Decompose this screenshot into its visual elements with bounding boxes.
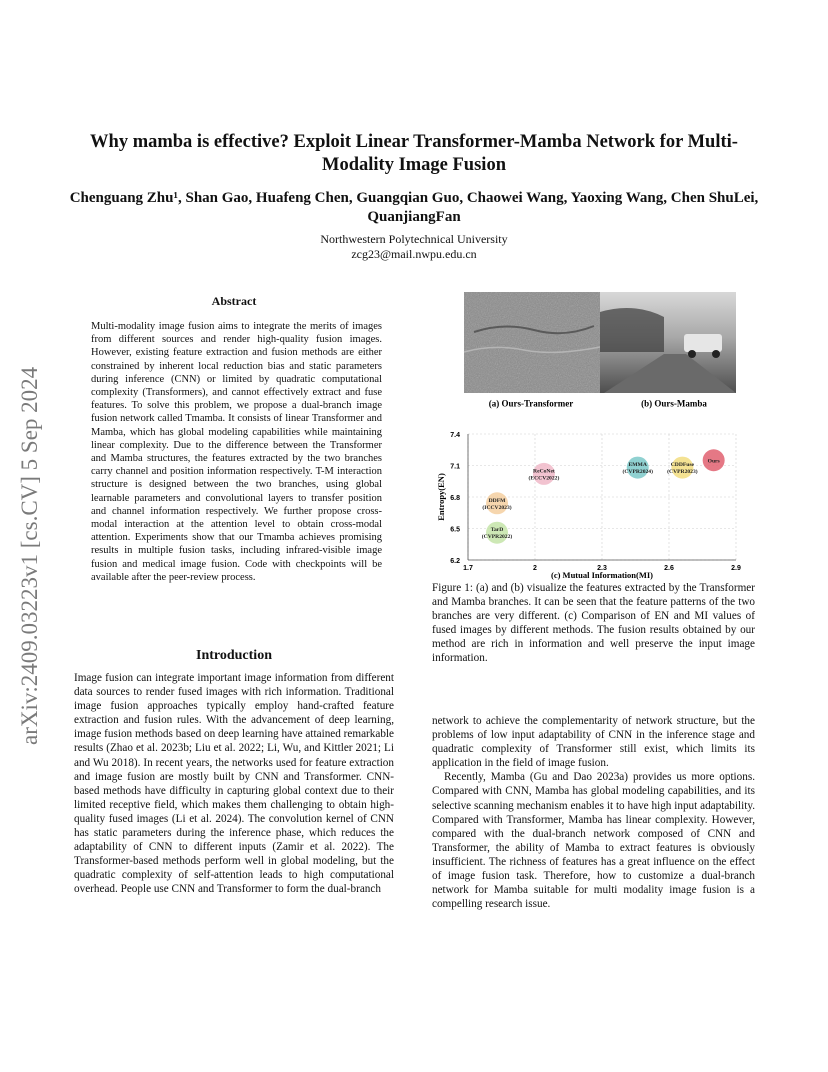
x-tick-label: 1.7 — [463, 565, 473, 572]
x-axis-label: (c) Mutual Information(MI) — [551, 570, 653, 580]
feature-visualization-images — [464, 292, 736, 393]
data-label-reconet: ReCoNet — [533, 468, 555, 475]
data-label-ours: Ours — [707, 458, 720, 465]
figure-label-b: (b) Ours-Mamba — [641, 398, 707, 409]
y-tick-label: 6.8 — [450, 495, 460, 502]
y-tick-label: 6.2 — [450, 558, 460, 565]
data-label-emma: (CVPR2024) — [622, 469, 653, 476]
x-tick-label: 2.3 — [597, 565, 607, 572]
figure-label-a: (a) Ours-Transformer — [488, 398, 574, 409]
affiliation: Northwestern Polytechnical University — [320, 232, 508, 246]
data-label-ddfm: (ICCV2023) — [482, 504, 512, 511]
figure-caption: Figure 1: (a) and (b) visualize the features extracted by the Transformer and Mamba branches. It can be seen that the feature patterns of the two branches are very different. (c) Comparison of EN and MI values of fused images by different methods. The fusion results obtained by our method are rich in information and well preserve the input image information. — [432, 582, 755, 665]
y-tick-label: 6.5 — [450, 526, 460, 534]
arxiv-identifier: arXiv:2409.03223v1 [cs.CV] 5 Sep 2024 — [17, 366, 42, 745]
email: zcg23@mail.nwpu.edu.cn — [351, 247, 477, 261]
intro-paragraph: Recently, Mamba (Gu and Dao 2023a) provides us more options. Compared with CNN, Mamba has global modeling capabilities, and its selective scanning mechanism enables it to have high input adaptability. Compared with Transformer, Mamba has linear complexity. However, compared with the dual-branch network composed of CNN and Transformer, the ability of Mamba to extract features is obviously insufficient. The richness of features has a great influence on the effect of image fusion task. Therefore, how to customize a dual-branch network for Mamba suitable for multi modality image fusion is a compelling research issue. — [432, 771, 755, 911]
data-label-reconet: (ECCV2022) — [528, 475, 560, 482]
plot-area — [436, 432, 741, 580]
data-label-tard: TarD — [490, 527, 504, 534]
intro-paragraph: network to achieve the complementarity of network structure, but the problems of low input adaptability of CNN in the inference stage and quadratic complexity of Transformer still exist, which limits its application in the field of image fusion. — [432, 715, 755, 770]
introduction-right-column — [432, 714, 755, 911]
mamba-feature-map — [600, 292, 736, 393]
affiliation-block — [60, 232, 768, 262]
paper-title: Why mamba is effective? Exploit Linear Transformer-Mamba Network for Multi-Modality Image Fusion — [90, 132, 738, 175]
data-label-tard: (CVPR2022) — [481, 534, 513, 541]
data-label-cddfuse: CDDFuse — [670, 462, 695, 469]
en-mi-scatter-chart — [432, 398, 758, 580]
x-tick-label: 2.6 — [664, 565, 674, 572]
introduction-left-column: Image fusion can integrate important image information from different data sources to render fused images with rich information. Traditional image fusion approaches typically employ hand-crafted feature extraction and fusion rules. With the advancement of deep learning, image fusion methods based on deep learning have attained remarkable results (Zhao et al. 2023b; Liu et al. 2022; Li, Wu, and Kittler 2021; Li and Wu 2018). In recent years, the networks used for feature extraction and image fusion are mostly built by CNN and Transformer. CNN-based methods have difficulty in capturing global context due to their limited receptive field, which makes them challenging to obtain high-quality fused images (Li et al. 2024). The convolution kernel of CNN has static parameters during the inference phase, which reduces the adaptability of CNN to different inputs (Zamir et al. 2022). The Transformer-based methods perform well in global modeling, but the quadratic complexity of self-attention leads to high computational overhead. People use CNN and Transformer to form the dual-branch — [74, 672, 394, 896]
y-tick-label: 7.4 — [450, 432, 460, 439]
x-tick-label: 2 — [533, 565, 537, 572]
x-tick-label: 2.9 — [731, 565, 741, 572]
y-axis-label: Entropy(EN) — [436, 473, 446, 521]
abstract-heading: Abstract — [211, 294, 257, 308]
introduction-heading: Introduction — [196, 648, 272, 663]
data-label-emma: EMMA — [628, 462, 647, 469]
transformer-feature-map — [464, 292, 600, 393]
data-label-cddfuse: (CVPR2023) — [667, 469, 698, 476]
abstract-text: Multi-modality image fusion aims to integrate the merits of images from different sources and render high-quality fusion images. However, existing feature extraction and fusion methods are either constrained by inherent local reduction bias and static parameters during inference (CNN) or limited by quadratic computational complexity (Transformers), and cannot effectively extract and fuse features. To solve this problem, we propose a dual-branch image fusion network called Tmamba. It consists of linear Transformer and Mamba, which has global modeling capabilities while maintaining linear complexity. Due to the difference between the Transformer and Mamba structures, the features extracted by the two branches carry channel and position information respectively. T-M interaction structure is designed between the two branches, using global learnable parameters and convolutional layers to transfer position and channel information respectively. We further propose cross-modal interaction at the attention level to obtain cross-modal attention. Experiments show that our Tmamba achieves promising results in multiple fusion tasks, including infrared-visible image fusion and medical image fusion. Code with checkpoints will be available after the peer-review process. — [91, 321, 382, 583]
data-label-ddfm: DDFM — [488, 497, 506, 504]
y-tick-label: 7.1 — [450, 463, 460, 471]
author-list: Chenguang Zhu¹, Shan Gao, Huafeng Chen, Guangqian Guo, Chaowei Wang, Yaoxing Wang, Chen ShuLei, QuanjiangFan — [69, 190, 759, 225]
